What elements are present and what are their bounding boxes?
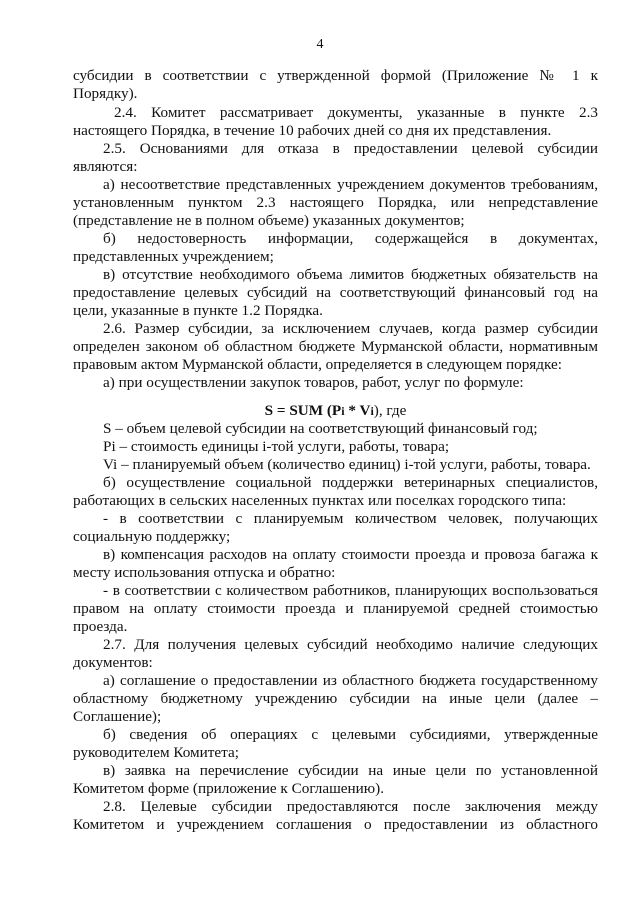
text-line: месту использования отпуска и обратно:	[73, 564, 336, 581]
text-line: в) компенсация расходов на оплату стоимости проезда и провоза багажа к	[103, 546, 598, 563]
text-line: Vi – планируемый объем (количество единиц) i-той услуги, работы, товара.	[103, 456, 591, 473]
text-line: установленным пунктом 2.3 настоящего Порядка, или непредставление	[73, 194, 598, 211]
text-line: б) осуществление социальной поддержки ветеринарных специалистов,	[103, 474, 598, 491]
text-line: областному бюджетному учреждению субсидии на иные цели (далее –	[73, 690, 598, 707]
text-line: Pi – стоимость единицы i-той услуги, работы, товара;	[103, 438, 450, 455]
text-line: 2.4. Комитет рассматривает документы, указанные в пункте 2.3	[114, 104, 598, 121]
text-line: являются:	[73, 158, 138, 175]
text-line: правовым актом Мурманской области, определяется в следующем порядке:	[73, 356, 562, 373]
formula	[73, 402, 598, 420]
text-line: (представление не в полном объеме) указанных документов;	[73, 212, 465, 229]
text-line: правом на оплату стоимости проезда и планируемой средней стоимостью	[73, 600, 598, 617]
text-line: 2.7. Для получения целевых субсидий необходимо наличие следующих	[103, 636, 598, 653]
text-line: а) при осуществлении закупок товаров, работ, услуг по формуле:	[103, 374, 524, 391]
text-line: - в соответствии с количеством работников, планирующих воспользоваться	[103, 582, 598, 599]
text-line: 2.8. Целевые субсидии предоставляются после заключения между	[103, 798, 598, 815]
text-line: определен законом об областном бюджете Мурманской области, нормативным	[73, 338, 598, 355]
text-line: - в соответствии с планируемым количеством человек, получающих	[103, 510, 598, 527]
text-line: Порядку).	[73, 85, 138, 102]
text-line: документов:	[73, 654, 153, 671]
text-line: а) соглашение о предоставлении из областного бюджета государственному	[103, 672, 598, 689]
text-line: 2.6. Размер субсидии, за исключением случаев, когда размер субсидии	[103, 320, 598, 337]
text-line: 2.5. Основаниями для отказа в предоставлении целевой субсидии	[103, 140, 598, 157]
text-line: а) несоответствие представленных учреждением документов требованиям,	[103, 176, 598, 193]
text-line: Комитетом форме (приложение к Соглашению).	[73, 780, 384, 797]
text-line: настоящего Порядка, в течение 10 рабочих дней со дня их представления.	[73, 122, 552, 139]
formula-subscript: i	[370, 404, 374, 418]
text-line: S – объем целевой субсидии на соответствующий финансовый год;	[103, 420, 538, 437]
text-line: Комитетом и учреждением соглашения о предоставлении из областного	[73, 816, 598, 833]
text-line: социальную поддержку;	[73, 528, 231, 545]
text-line: предоставление целевых субсидий на соответствующий финансовый год на	[73, 284, 598, 301]
formula-subscript: i	[341, 404, 345, 418]
text-line: б) недостоверность информации, содержащейся в документах,	[103, 230, 598, 247]
text-line: в) заявка на перечисление субсидии на иные цели по установленной	[103, 762, 598, 779]
text-line: проезда.	[73, 618, 128, 635]
text-line: руководителем Комитета;	[73, 744, 239, 761]
formula-part: ), где	[373, 402, 407, 419]
text-line: в) отсутствие необходимого объема лимитов бюджетных обязательств на	[103, 266, 598, 283]
text-line: б) сведения об операциях с целевыми субсидиями, утвержденные	[103, 726, 598, 743]
page-number: 4	[316, 37, 324, 52]
text-line: цели, указанные в пункте 1.2 Порядка.	[73, 302, 323, 319]
text-line: субсидии в соответствии с утвержденной формой (Приложение № 1 к	[73, 67, 598, 84]
formula-part: * V	[344, 402, 371, 419]
text-line: работающих в сельских населенных пунктах или поселках городского типа:	[73, 492, 567, 509]
formula-part: S = SUM (P	[264, 402, 342, 419]
text-line: представленных учреждением;	[73, 248, 274, 265]
text-line: Соглашение);	[73, 708, 162, 725]
